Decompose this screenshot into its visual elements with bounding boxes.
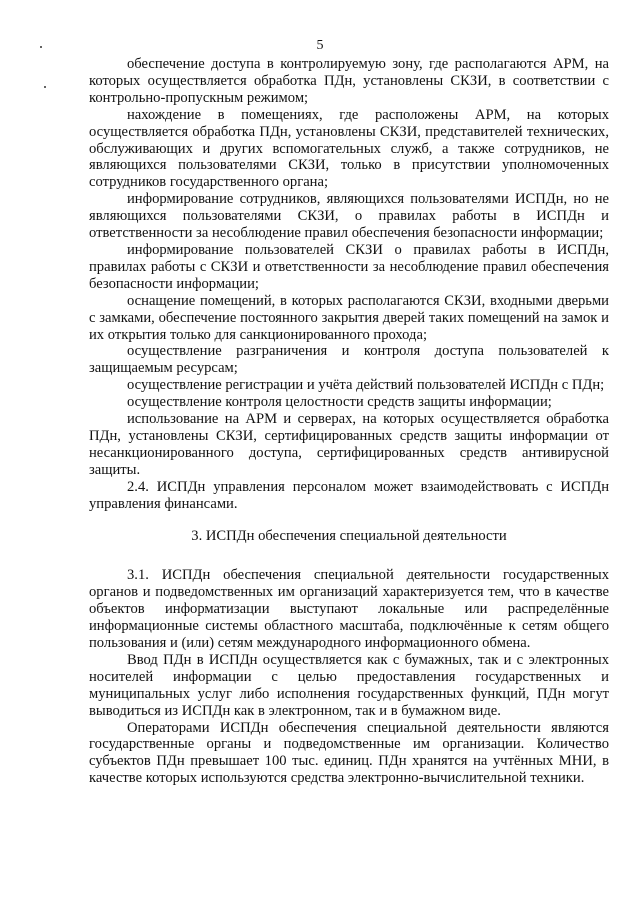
list-item: обеспечение доступа в контролируемую зону, где располагаются АРМ, на которых осуществляется обработка ПДн, установлены СКЗИ, в соответствии с контрольно-пропускным режимом; [89, 56, 609, 106]
scan-speck [40, 46, 42, 48]
paragraph-3-1: 3.1. ИСПДн обеспечения специальной деятельности государственных органов и подведомственных им организаций характеризуется тем, что в качестве объектов информатизации выступают локальные или распределённые информационные системы областного масштаба, подключённые к сетям общего пользования и (или) сетям международного информационного обмена. [89, 567, 609, 651]
list-item: нахождение в помещениях, где расположены АРМ, на которых осуществляется обработка ПДн, установлены СКЗИ, представителей технических, обслуживающих и других вспомогательных служб, а также сотрудников, не являющихся пользователями СКЗИ, только в присутствии уполномоченных сотрудников государственного органа; [89, 106, 609, 191]
list-item: информирование пользователей СКЗИ о правилах работы в ИСПДн, правилах работы с СКЗИ и ответственности за несоблюдение правил обеспечения безопасности информации; [89, 241, 609, 292]
list-item: осуществление регистрации и учёта действий пользователей ИСПДн с ПДн; [127, 377, 605, 394]
page-number: 5 [316, 38, 324, 53]
paragraph: Операторами ИСПДн обеспечения специальной деятельности являются государственные органы и подведомственные им организации. Количество субъектов ПДн превышает 100 тыс. единиц. ПДн хранятся на учтённых МНИ, в качестве которых используются средства электронно-вычислительной техники. [89, 719, 609, 787]
document-body [89, 56, 609, 787]
list-item: оснащение помещений, в которых располагаются СКЗИ, входными дверьми с замками, обеспечение постоянного закрытия дверей таких помещений на замок и их открытия только для санкционированного прохода; [89, 292, 609, 343]
list-item: осуществление контроля целостности средств защиты информации; [127, 394, 552, 411]
scan-speck [44, 86, 46, 88]
section-3-heading: 3. ИСПДн обеспечения специальной деятельности [191, 528, 507, 545]
list-item: осуществление разграничения и контроля доступа пользователей к защищаемым ресурсам; [89, 343, 609, 377]
list-item: использование на АРМ и серверах, на которых осуществляется обработка ПДн, установлены СКЗИ, сертифицированных средств защиты информации от несанкционированного доступа, сертифицированных средств антивирусной защиты. [89, 411, 609, 478]
paragraph-2-4: 2.4. ИСПДн управления персоналом может взаимодействовать с ИСПДн управления финансами. [89, 478, 609, 512]
list-item: информирование сотрудников, являющихся пользователями ИСПДн, но не являющихся пользователями СКЗИ, о правилах работы в ИСПДн и ответственности за несоблюдение правил обеспечения безопасности информации; [89, 191, 609, 242]
paragraph: Ввод ПДн в ИСПДн осуществляется как с бумажных, так и с электронных носителей информации с целью предоставления государственных и муниципальных услуг либо исполнения государственных функций, ПДн могут выводиться из ИСПДн как в электронном, так и в бумажном виде. [89, 651, 609, 719]
